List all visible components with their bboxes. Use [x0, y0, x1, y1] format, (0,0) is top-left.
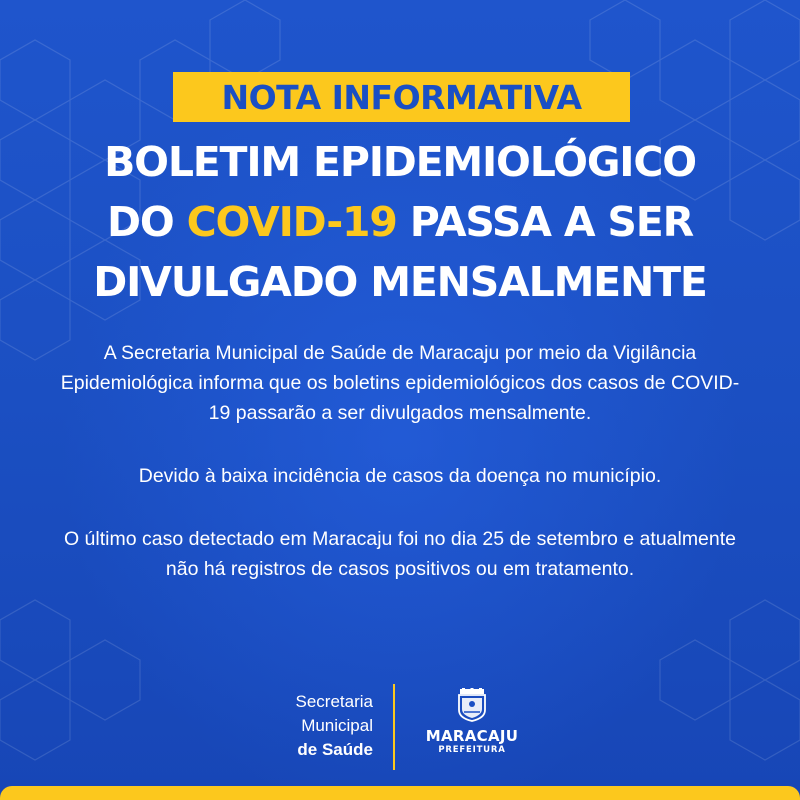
headline-highlight: COVID-19	[186, 198, 397, 246]
city-crest-icon	[457, 688, 487, 722]
body-text	[60, 338, 740, 617]
secretaria-line-1: Secretaria	[295, 692, 373, 711]
headline-line-2-prefix: DO	[107, 198, 187, 246]
body-paragraph-3: O último caso detectado em Maracaju foi no dia 25 de setembro e atualmente não há registros de casos positivos ou em tratamento.	[63, 528, 737, 580]
secretaria-saude-logo	[296, 690, 373, 762]
prefeitura-maracaju-logo	[412, 688, 532, 756]
body-paragraph-2: Devido à baixa incidência de casos da doença no município.	[138, 465, 662, 487]
nota-informativa-tag	[173, 72, 630, 122]
footer-logos	[0, 680, 800, 770]
body-paragraph-1: A Secretaria Municipal de Saúde de Maracaju por meio da Vigilância Epidemiológica informa que os boletins epidemiológicos dos casos de COVID-19 passarão a ser divulgados mensalmente.	[60, 342, 740, 424]
headline-line-3: DIVULGADO MENSALMENTE	[93, 258, 707, 306]
headline-line-1: BOLETIM EPIDEMIOLÓGICO	[104, 138, 696, 186]
tag-label: NOTA INFORMATIVA	[221, 77, 582, 117]
secretaria-line-3: de Saúde	[297, 740, 373, 759]
prefeitura-name: MARACAJU	[425, 727, 519, 745]
secretaria-line-2: Municipal	[301, 716, 373, 735]
headline	[0, 132, 800, 312]
logo-divider	[393, 684, 395, 770]
bottom-accent-bar	[0, 786, 800, 800]
headline-line-2	[0, 192, 800, 252]
prefeitura-sub: PREFEITURA	[438, 745, 506, 755]
headline-line-2-suffix: PASSA A SER	[396, 198, 693, 246]
